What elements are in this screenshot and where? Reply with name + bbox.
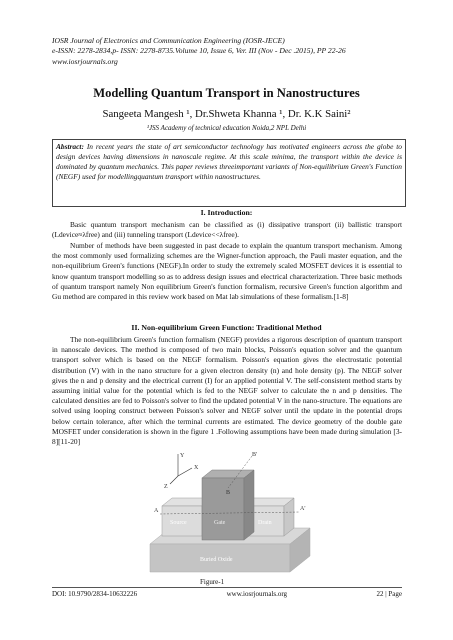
label-b-prime: B' [252, 452, 258, 458]
paper-authors: Sangeeta Mangesh ¹, Dr.Shweta Khanna ¹, Dr. K.K Saini² [102, 108, 351, 120]
section-heading-introduction: I. Introduction: [200, 208, 253, 217]
page-footer [52, 587, 402, 598]
footer-doi: DOI: 10.9790/2834-10632226 [52, 590, 138, 598]
section-heading-negf: II. Non-equilibrium Green Function: Traditional Method [131, 323, 322, 332]
axis-label-z: Z [164, 484, 168, 490]
intro-paragraph-1 [52, 220, 402, 240]
label-b: B [226, 490, 231, 496]
journal-header [52, 36, 412, 67]
journal-website: www.iosrjournals.org [52, 56, 118, 66]
label-buried-oxide: Buried Oxide [200, 557, 233, 563]
intro-paragraph-2 [52, 241, 402, 302]
negf-paragraph-1 [52, 335, 402, 447]
figure-caption: Figure-1 [200, 578, 225, 586]
z-axis-arrow [170, 476, 178, 484]
negf-paragraph-1-text: The non-equilibrium Green's function formalism (NEGF) provides a rigorous description of quantum transport in nanoscale devices. The method is composed of two main blocks, Poisson's equation solver and the quantum transport solver which is based on the NEGF formalism. Poisson's equation gives the electrostatic potential distribution (V) with in the nano structure for a given electron density (n) and hole density (p). The NEGF solver gives the n and p density and the electrical current (I) for an applied potential V. The self-consistent method starts by assuming initial value for the potential which is fed to the NEGF solver to calculate the n and p densities. The calculated densities are fed to Poisson's solver to find the updated potential V in the nano-structure. The equations are solved using looping construct between Poisson's solver and NEGF solver until the update in the potential drops below certain tolerance, after which the terminal currents are estimated. The device geometry of the double gate MOSFET under consideration is shown in the figure 1 .Following assumptions have been made during simulation [3-8][11-20] [52, 335, 402, 447]
journal-issn: e-ISSN: 2278-2834,p- ISSN: 2278-8735.Volume 10, Issue 6, Ver. III (Nov - Dec .2015), PP 22-26 [52, 46, 346, 56]
axis-label-y: Y [180, 453, 185, 459]
intro-paragraph-1-text: Basic quantum transport mechanism can be classified as (i) dissipative transport (ii) ballistic transport (Ldevice≈λfree) and (iii) tunneling transport (Ldevice<<λfree). [52, 220, 402, 240]
paper-title: Modelling Quantum Transport in Nanostructures [93, 86, 360, 100]
label-drain: Drain [258, 520, 272, 526]
gate-front-face [202, 478, 244, 540]
abstract-box [52, 139, 406, 207]
footer-page-number: 22 | Page [376, 590, 402, 598]
label-gate: Gate [214, 520, 226, 526]
label-source: Source [170, 520, 187, 526]
figure-1-device-diagram [140, 448, 315, 578]
journal-name: IOSR Journal of Electronics and Communication Engineering (IOSR-JECE) [52, 36, 285, 45]
paper-affiliation: ¹JSS Academy of technical education Noida,2 NPL Delhi [146, 124, 307, 132]
axis-label-x: X [194, 465, 199, 471]
footer-website: www.iosrjournals.org [226, 590, 288, 598]
abstract-label: Abstract: [56, 142, 84, 151]
x-axis-arrow [178, 468, 192, 476]
label-a: A [154, 508, 159, 514]
gate-side-face [244, 470, 254, 540]
abstract-text: In recent years the state of art semiconductor technology has motivated engineers across the globe to design devices having dimensions in nanoscale regime. At this scale minima, the transport within the device is dominated by quantum mechanics. This paper reviews threeimportant variants of Non-equilibrium Green's Function (NEGF) used for modellingquantum transport within nanostructures. [56, 142, 402, 181]
label-a-prime: A' [300, 506, 306, 512]
intro-paragraph-2-text: Number of methods have been suggested in past decade to explain the quantum transport mechanism. Among the most commonly used formalizing schemes are the Wigner-function approach, the Pauli master equation, and the non-equilibrium Green's functions (NEGF).In order to study the extremely scaled MOSFET devices it is essential to know quantum transport modelling so as to address design issues and electrical characterization. Three basic methods of quantum transport namely Non equilibrium Green's function formalism, recursive Green's function algorithm and Gu method are compared in this review work based on Mat lab simulations of these formalism.[1-8] [52, 241, 402, 302]
